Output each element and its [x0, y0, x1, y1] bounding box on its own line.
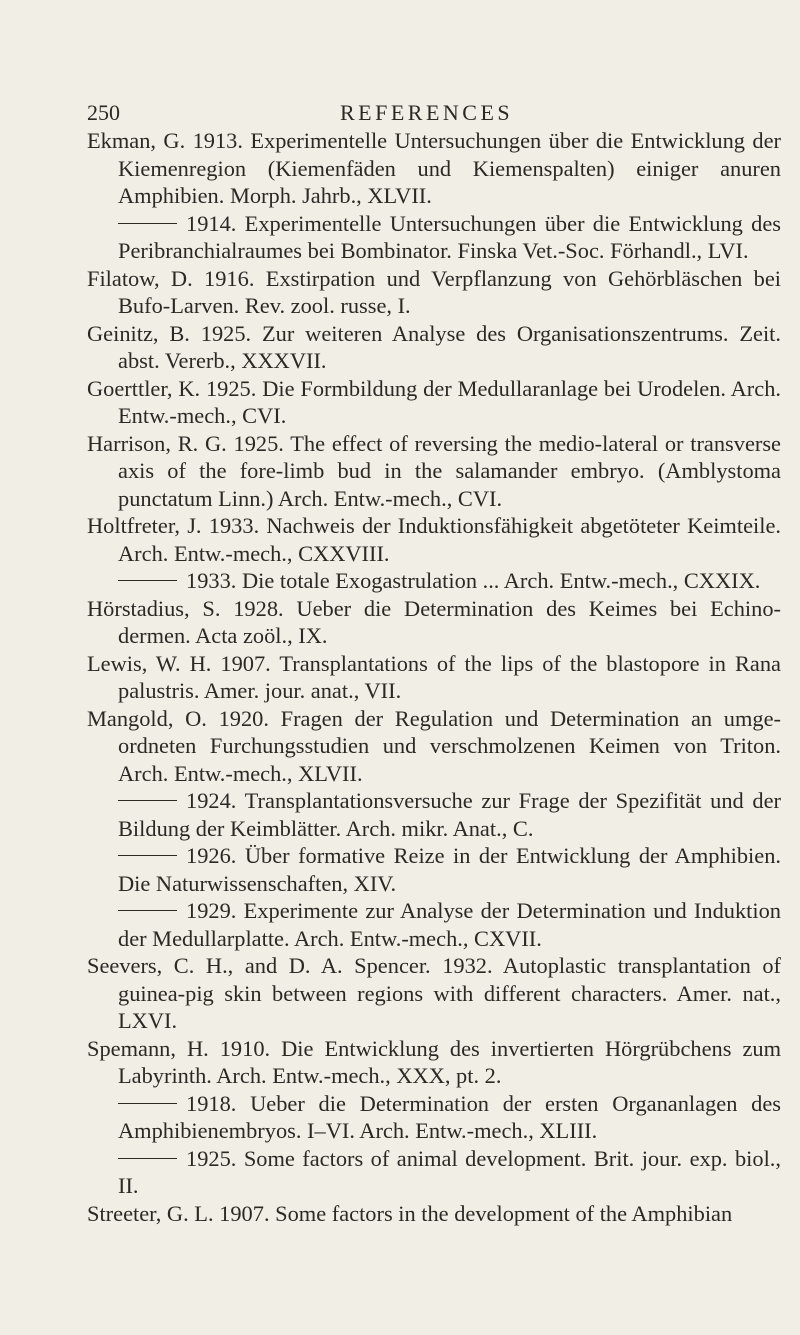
reference-text: Seevers, C. H., and D. A. Spencer. 1932. Autoplastic transplantation of guinea-pig skin between regions with different characters. Amer. nat., LXVI.	[87, 953, 781, 1033]
reference-entry	[87, 375, 781, 430]
reference-text: Spemann, H. 1910. Die Entwicklung des invertierten Hörgrübchens zum Labyrinth. Arch. Entw.-mech., XXX, pt. 2.	[87, 1035, 781, 1088]
running-head	[87, 99, 787, 127]
reference-text: Geinitz, B. 1925. Zur weiteren Analyse des Organisationszentrums. Zeit. abst. Vererb., XXXVII.	[87, 320, 781, 373]
reference-text: 1914. Experimentelle Untersuchungen über die Entwicklung des Peribranchialraumes bei Bombinator. Finska Vet.-Soc. Förhandl., LVI.	[118, 210, 781, 263]
reference-list	[87, 127, 781, 1227]
repeat-author-dash	[118, 855, 177, 856]
page-number: 250	[87, 100, 120, 125]
section-title: REFERENCES	[340, 100, 514, 125]
reference-text: 1925. Some factors of animal development. Brit. jour. exp. biol., II.	[118, 1145, 781, 1198]
repeat-author-dash	[118, 223, 177, 224]
reference-entry	[87, 897, 781, 952]
reference-entry	[87, 430, 781, 513]
reference-entry	[87, 127, 781, 210]
reference-text: Streeter, G. L. 1907. Some factors in the development of the Amphibian	[87, 1200, 733, 1226]
reference-entry	[87, 952, 781, 1035]
reference-entry	[87, 1145, 781, 1200]
reference-entry	[87, 842, 781, 897]
reference-text: 1926. Über formative Reize in der Entwicklung der Amphibien. Die Naturwissenschaften, XIV.	[118, 843, 781, 896]
reference-text: Lewis, W. H. 1907. Transplantations of the lips of the blastopore in Rana palustris. Amer. jour. anat., VII.	[87, 650, 781, 703]
reference-entry	[87, 1090, 781, 1145]
reference-entry	[87, 265, 781, 320]
reference-text: Holtfreter, J. 1933. Nachweis der Induktionsfähigkeit abgetöteter Keimteile. Arch. Entw.-mech., CXXVIII.	[87, 513, 781, 566]
reference-entry	[87, 1035, 781, 1090]
reference-text: 1924. Transplantationsversuche zur Frage der Spezifität und der Bildung der Keimblätter. Arch. mikr. Anat., C.	[118, 788, 781, 841]
reference-entry	[87, 705, 781, 788]
reference-text: Ekman, G. 1913. Experimentelle Untersuchungen über die Entwicklung der Kiemenregion (Kiemenfäden und Kiemenspalten) einiger anuren Amphibien. Morph. Jahrb., XLVII.	[87, 128, 781, 208]
repeat-author-dash	[118, 910, 177, 911]
reference-text: Harrison, R. G. 1925. The effect of reversing the medio-lateral or transverse axis of the fore-limb bud in the salamander embryo. (Amblystoma punctatum Linn.) Arch. Entw.-mech., CVI.	[87, 430, 781, 511]
reference-text: 1929. Experimente zur Analyse der Determination und Induktion der Medullarplatte. Arch. Entw.-mech., CXVII.	[118, 898, 781, 951]
reference-entry	[87, 512, 781, 567]
reference-text: Filatow, D. 1916. Exstirpation und Verpflanzung von Gehörbläschen bei Bufo-Larven. Rev. zool. russe, I.	[87, 265, 781, 318]
reference-entry	[87, 320, 781, 375]
reference-entry	[87, 595, 781, 650]
repeat-author-dash	[118, 580, 177, 581]
reference-entry	[87, 210, 781, 265]
reference-entry	[87, 1200, 781, 1228]
reference-text: 1933. Die totale Exogastrulation ... Arch. Entw.-mech., CXXIX.	[186, 568, 761, 593]
reference-entry	[87, 787, 781, 842]
repeat-author-dash	[118, 1158, 177, 1159]
reference-text: Hörstadius, S. 1928. Ueber die Determination des Keimes bei Echinodermen. Acta zoöl., IX.	[87, 595, 781, 648]
reference-entry	[87, 650, 781, 705]
repeat-author-dash	[118, 1103, 177, 1104]
reference-entry	[87, 567, 781, 595]
reference-text: Mangold, O. 1920. Fragen der Regulation und Determination an umgeordneten Furchungsstudien und verschmolzenen Keimen von Triton. Arch. Entw.-mech., XLVII.	[87, 705, 781, 786]
reference-text: Goerttler, K. 1925. Die Formbildung der Medullaranlage bei Urodelen. Arch. Entw.-mech., CVI.	[87, 375, 781, 428]
repeat-author-dash	[118, 800, 177, 801]
reference-text: 1918. Ueber die Determination der ersten Organanlagen des Amphibienembryos. I–VI. Arch. Entw.-mech., XLIII.	[118, 1090, 781, 1143]
